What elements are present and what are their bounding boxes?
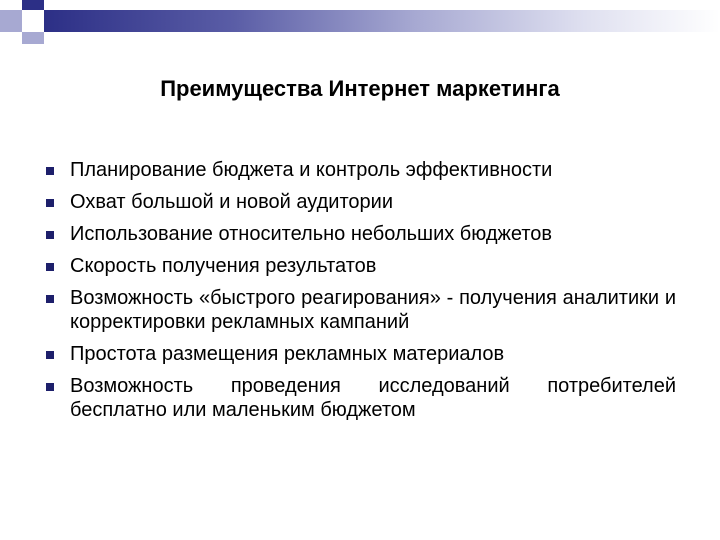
list-item-text: Простота размещения рекламных материалов: [70, 343, 505, 365]
bullet-square-icon: [46, 383, 54, 391]
deco-square: [0, 32, 22, 44]
bullet-square-icon: [46, 231, 54, 239]
list-item-text: Охват большой и новой аудитории: [70, 191, 394, 213]
deco-square: [0, 10, 22, 32]
list-item-text: Возможность «быстрого реагирования» - получения аналитики и корректировки рекламных кампаний: [70, 287, 676, 333]
slide-title: Преимущества Интернет маркетинга: [160, 76, 560, 101]
list-item: [40, 190, 676, 214]
list-item: [40, 222, 676, 246]
list-item: [40, 286, 676, 334]
list-item-text: Планирование бюджета и контроль эффективности: [70, 159, 553, 181]
deco-square: [22, 32, 44, 44]
list-item-text: Скорость получения результатов: [70, 255, 377, 277]
deco-square: [22, 0, 44, 10]
bullet-square-icon: [46, 199, 54, 207]
list-item: [40, 158, 676, 182]
list-item-text: Возможность проведения исследований потребителей бесплатно или маленьким бюджетом: [70, 375, 676, 421]
list-item-text: Использование относительно небольших бюджетов: [70, 223, 553, 245]
deco-square: [22, 10, 44, 32]
bullet-square-icon: [46, 295, 54, 303]
bullet-list: [40, 158, 676, 430]
list-item: [40, 342, 676, 366]
list-item: [40, 254, 676, 278]
header-gradient-bar: [44, 10, 720, 32]
header-decoration: [0, 0, 720, 50]
bullet-square-icon: [46, 351, 54, 359]
list-item: [40, 374, 676, 422]
bullet-square-icon: [46, 263, 54, 271]
bullet-square-icon: [46, 167, 54, 175]
